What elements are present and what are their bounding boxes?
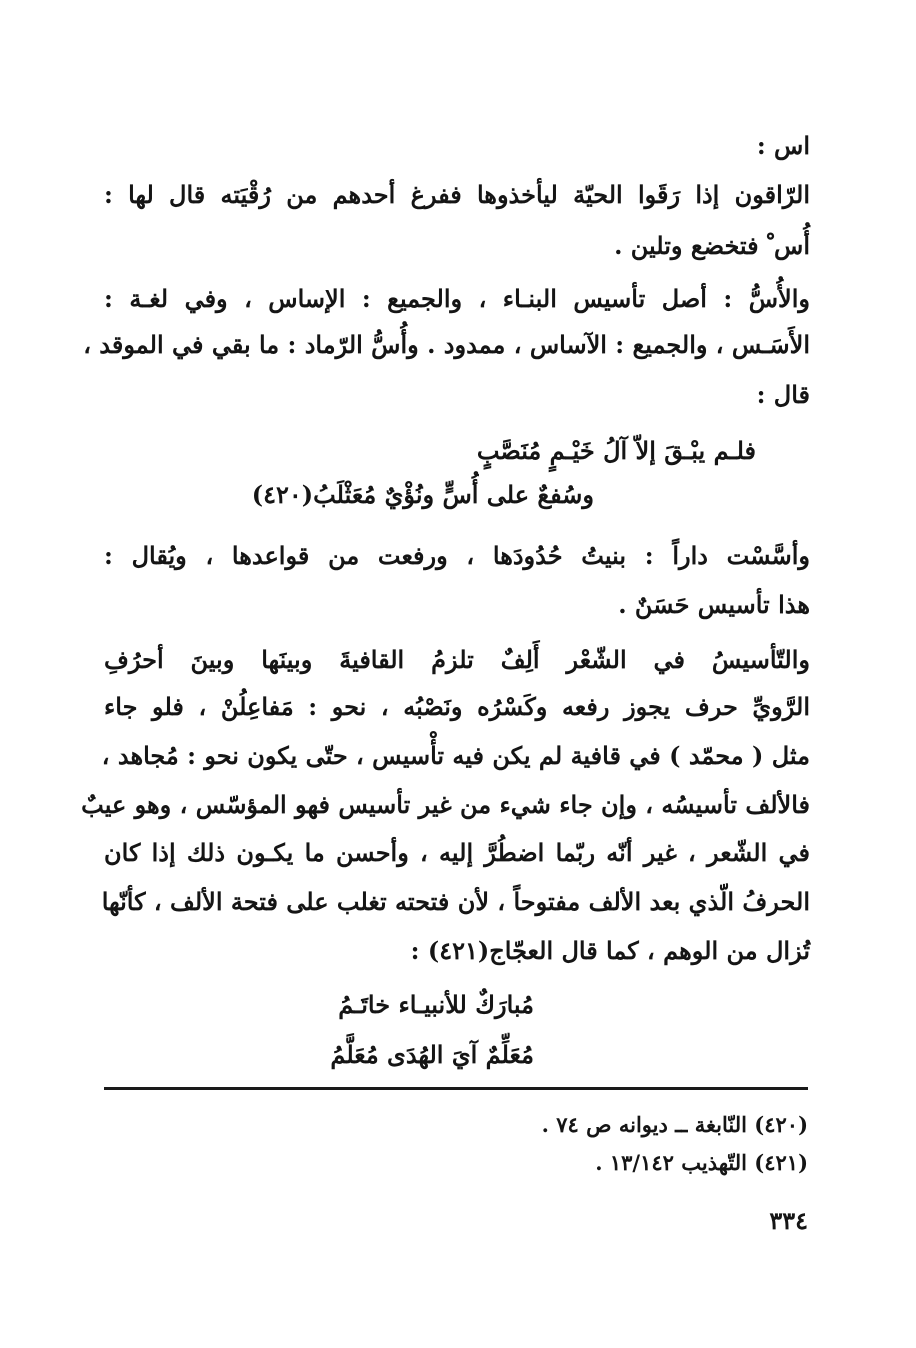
footnote-421: (٤٢١) التّهذيب ١٣/١٤٢ . [595,1150,808,1175]
footnote-divider [104,1087,808,1090]
footnote-420: (٤٢٠) النّابغة ــ ديوانه ص ٧٤ . [541,1112,808,1137]
paragraph-4-line-2: الرَّويِّ حرف يجوز رفعه وكَسْرُه ونَصْبُه ، نحو : مَفاعِلُنْ ، فلو جاء [104,692,810,721]
paragraph-4-line-6: الحرفُ الّذي بعد الألف مفتوحاً ، لأن فتحته تغلب على فتحة الألف ، كأنّها [101,887,810,916]
paragraph-2-line-1: والأُسُّ : أصل تأسيس البنـاء ، والجميع : الإساس ، وفي لغـة : [104,284,810,313]
entry-heading: اس : [756,131,810,160]
paragraph-3-line-1: وأسَّسْت داراً : بنيتُ حُدُودَها ، ورفعت من قواعدها ، ويُقال : [104,541,810,570]
paragraph-4-line-4: فالألف تأسيسُه ، وإن جاء شيء من غير تأسيس فهو المؤسّس ، وهو عيبٌ [81,790,810,819]
verse-1-line-1: فلـم يبْـقَ إلاّ آلُ خَيْـمٍ مُنَصَّبٍ [476,436,756,465]
verse-2-line-1: مُبارَكٌ للأنبيـاء خاتَـمُ [338,990,534,1019]
verse-1-line-2: وسُفعٌ على أُسٍّ ونُؤْيٌ مُعَثْلَبُ(٤٢٠) [251,480,594,509]
paragraph-4-line-7: تُزال من الوهم ، كما قال العجّاج(٤٢١) : [410,936,810,965]
paragraph-1-line-1: الرّاقون إذا رَقَوا الحيّة ليأخذوها ففرغ أحدهم من رُقْيَته قال لها : [104,180,810,209]
verse-2-line-2: مُعَلِّمٌ آيَ الهُدَى مُعَلَّمُ [330,1040,534,1069]
paragraph-3-line-2: هذا تأسيس حَسَنٌ . [618,590,810,619]
paragraph-1-line-2: أُس ْ فتخضع وتلين . [614,231,810,260]
paragraph-4-line-3: مثل ( محمّد ) في قافية لم يكن فيه تأْسيس ، حتّى يكون نحو : مُجاهد ، [101,741,810,770]
paragraph-2-line-2: الأَسَـس ، والجميع : الآساس ، ممدود . وأُسُّ الرّماد : ما بقي في الموقد ، [83,330,810,359]
paragraph-2-line-3: قال : [756,380,810,409]
paragraph-4-line-5: في الشّعر ، غير أنّه ربّما اضطُرَّ إليه ، وأحسن ما يكـون ذلك إذا كان [104,838,810,867]
paragraph-4-line-1: والتّأسيسُ في الشّعْر أَلِفٌ تلزمُ القافيةَ وبينَها وبينَ أحرُفِ [104,645,810,674]
page-number: ٣٣٤ [769,1206,808,1235]
